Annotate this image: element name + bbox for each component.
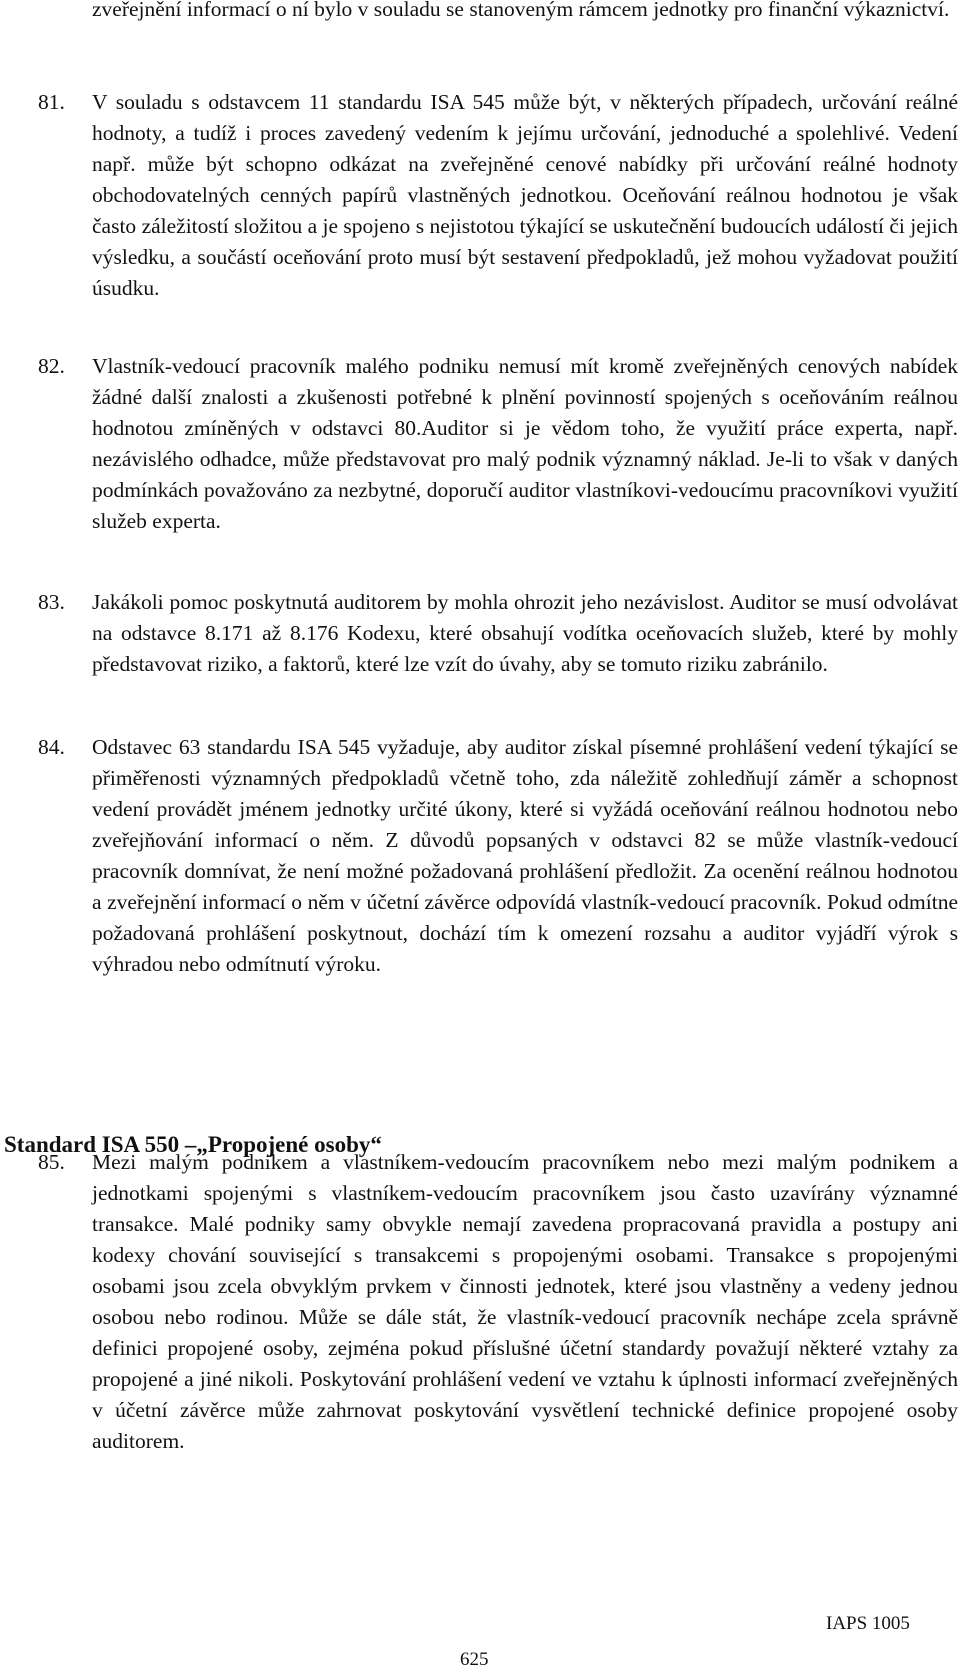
intro-text: zveřejnění informací o ní bylo v souladu se stanoveným rámcem jednotky pro finanční výkaznictví. [92,0,950,21]
paragraph-text: Jakákoli pomoc poskytnutá auditorem by mohla ohrozit jeho nezávislost. Auditor se musí odvolávat na odstavce 8.171 až 8.176 Kodexu, které obsahují vodítka oceňovacích služeb, které by mohly představovat riziko, a faktorů, které lze vzít do úvahy, aby se tomuto riziku zabránilo. [92,590,958,676]
paragraph-85 [38,1147,958,1457]
paragraph-number: 83. [38,590,65,614]
paragraph-81 [38,87,958,304]
paragraph-number: 85. [38,1150,65,1174]
paragraph-text: Odstavec 63 standardu ISA 545 vyžaduje, aby auditor získal písemné prohlášení vedení týkající se přiměřenosti významných předpokladů včetně toho, zda náležitě zohledňují záměr a schopnost vedení provádět jménem jednotky určité úkony, které si vyžádá oceňování reálnou hodnotou nebo zveřejňování informací o něm. Z důvodů popsaných v odstavci 82 se může vlastník-vedoucí pracovník domnívat, že není možné požadovaná prohlášení předložit. Za ocenění reálnou hodnotou a zveřejnění informací o něm v účetní závěrce odpovídá vlastník-vedoucí pracovník. Pokud odmítne požadovaná prohlášení poskytnout, dochází tím k omezení rozsahu a auditor vyjádří výrok s výhradou nebo odmítnutí výroku. [92,735,958,976]
paragraph-text: Mezi malým podnikem a vlastníkem-vedoucím pracovníkem nebo mezi malým podnikem a jednotkami spojenými s vlastníkem-vedoucím pracovníkem jsou často uzavírány významné transakce. Malé podniky samy obvykle nemají zavedena propracovaná pravidla a postupy ani kodexy chování související s transakcemi s propojenými osobami. Transakce s propojenými osobami jsou zcela obvyklým prvkem v činnosti jednotek, které jsou vlastněny a vedeny jednou osobou nebo rodinou. Může se dále stát, že vlastník-vedoucí pracovník nechápe zcela správně definici propojené osoby, zejména pokud příslušné účetní standardy považují některé vztahy za propojené a jiné nikoli. Poskytování prohlášení vedení ve vztahu k úplnosti informací zveřejněných v účetní závěrce může zahrnovat poskytování vysvětlení technické definice propojené osoby auditorem. [92,1150,958,1453]
footer-standard-code: IAPS 1005 [826,1613,910,1634]
paragraph-82 [38,351,958,537]
section-heading: Standard ISA 550 –„Propojené osoby“ [4,1132,382,1157]
paragraph-number: 81. [38,90,65,114]
paragraph-83 [38,587,958,680]
paragraph-text: Vlastník-vedoucí pracovník malého podniku nemusí mít kromě zveřejněných cenových nabídek žádné další znalosti a zkušenosti potřebné k plnění povinností spojených s oceňováním reálnou hodnotou zmíněných v odstavci 80.Auditor si je vědom toho, že využití práce experta, např. nezávislého odhadce, může představovat pro malý podnik významný náklad. Je-li to však v daných podmínkách považováno za nezbytné, doporučí auditor vlastníkovi-vedoucímu pracovníkovi využití služeb experta. [92,354,958,533]
paragraph-number: 84. [38,735,65,759]
page-number: 625 [460,1649,489,1670]
paragraph-84 [38,732,958,980]
paragraph-number: 82. [38,354,65,378]
paragraph-text: V souladu s odstavcem 11 standardu ISA 545 může být, v některých případech, určování reálné hodnoty, a tudíž i proces zavedený vedením k jejímu určování, jednoduché a spolehlivé. Vedení např. může být schopno odkázat na zveřejněné cenové nabídky při určování reálné hodnoty obchodovatelných cenných papírů vlastněných jednotkou. Oceňování reálnou hodnotou je však často záležitostí složitou a je spojeno s nejistotou týkající se uskutečnění budoucích událostí či jejich výsledku, a součástí oceňování proto musí být sestavení předpokladů, jež mohou vyžadovat použití úsudku. [92,90,958,300]
